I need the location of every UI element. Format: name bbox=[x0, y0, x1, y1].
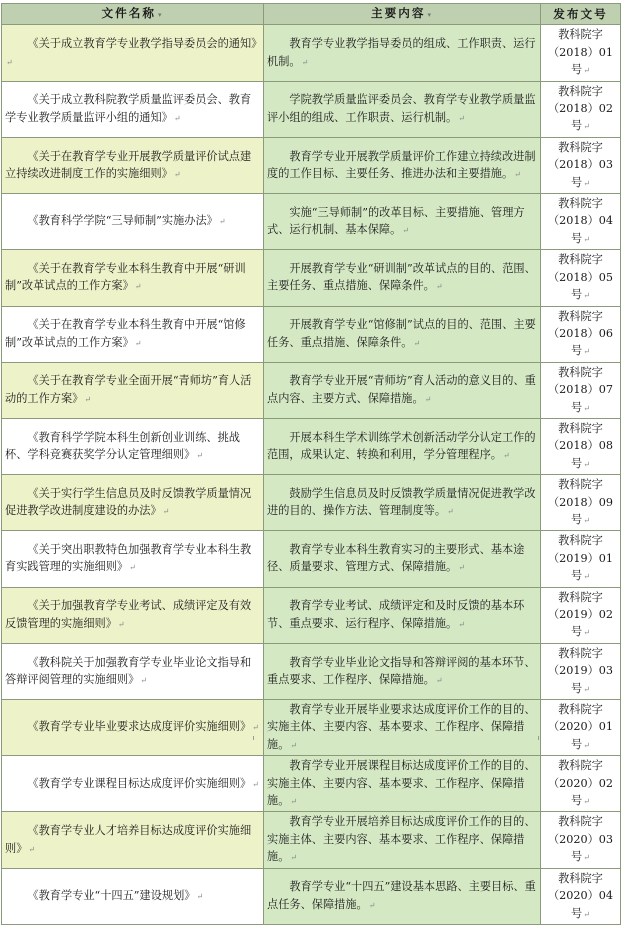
main-content-cell-text: 教育学专业考试、成绩评定和及时反馈的基本环节、重点要求、运行程序、保障措施。 bbox=[267, 599, 525, 630]
paragraph-mark-icon: ↵ bbox=[84, 394, 92, 404]
file-name-cell-text: 《关于实行学生信息员及时反馈教学质量情况促进教学改进制度建设的办法》 bbox=[5, 486, 252, 518]
file-name-cell bbox=[2, 25, 264, 81]
doc-number-cell bbox=[541, 643, 621, 699]
filter-icon: ▾ bbox=[157, 10, 164, 19]
table-row bbox=[2, 531, 621, 587]
paragraph-mark-icon: ↵ bbox=[162, 507, 170, 517]
main-content-cell-text: 鼓励学生信息员及时反馈教学质量情况促进教学改进的目的、操作方法、管理制度等。 bbox=[267, 486, 536, 518]
file-name-cell bbox=[2, 306, 264, 362]
file-name-cell-text: 《关于在教育学专业全面开展“青师坊”育人活动的工作方案》 bbox=[5, 374, 252, 405]
doc-number-cell bbox=[541, 362, 621, 418]
paragraph-mark-icon: ↵ bbox=[252, 723, 259, 733]
file-name-cell-text: 《教育学专业毕业要求达成度评价实施细则》 bbox=[27, 720, 252, 734]
doc-number-cell bbox=[541, 81, 621, 137]
doc-number-cell bbox=[541, 418, 621, 474]
document-table bbox=[1, 3, 621, 925]
paragraph-mark-icon: ↵ bbox=[290, 740, 298, 750]
paragraph-mark-icon: ↵ bbox=[290, 853, 298, 863]
paragraph-mark-icon: ↵ bbox=[583, 853, 590, 863]
main-content-cell-text: 教育学专业教学指导委员的组成、工作职责、运行机制。 bbox=[267, 37, 536, 68]
main-content-cell bbox=[264, 137, 541, 193]
file-name-cell-text: 《教育学专业“十四五”建设规划》 bbox=[27, 889, 196, 903]
main-content-cell bbox=[264, 418, 541, 474]
file-name-cell bbox=[2, 362, 264, 418]
paragraph-mark-icon: ↵ bbox=[290, 797, 298, 807]
doc-number-cell-text: 教科院字（2018）06号 bbox=[547, 309, 614, 358]
paragraph-mark-icon: ↵ bbox=[447, 507, 454, 517]
doc-number-cell-text: 教科院字（2018）09号 bbox=[547, 478, 614, 526]
file-name-cell-text: 《关于加强教育学专业考试、成绩评定及有效反馈管理的实施细则》 bbox=[5, 599, 252, 630]
paragraph-mark-icon: ↵ bbox=[252, 779, 259, 789]
page-bottom-edge bbox=[0, 736, 622, 740]
table-row bbox=[2, 475, 621, 531]
paragraph-mark-icon: ↵ bbox=[134, 282, 142, 292]
main-content-cell bbox=[264, 25, 541, 81]
file-name-cell-text: 《关于在教育学专业开展教学质量评价试点建立持续改进制度工作的实施细则》 bbox=[5, 149, 252, 180]
table-row bbox=[2, 418, 621, 474]
paragraph-mark-icon: ↵ bbox=[583, 122, 590, 132]
doc-number-cell-text: 教科院字（2018）02号 bbox=[547, 84, 614, 133]
doc-number-cell bbox=[541, 868, 621, 924]
main-content-cell bbox=[264, 362, 541, 418]
main-content-cell bbox=[264, 756, 541, 812]
doc-number-cell-text: 教科院字（2019）03号 bbox=[547, 646, 614, 695]
table-row bbox=[2, 868, 621, 924]
main-content-cell-text: 教育学专业开展培养目标达成度评价工作的目的、实施主体、主要内容、基本要求、工作程序、保障措施。 bbox=[267, 815, 536, 864]
paragraph-mark-icon: ↵ bbox=[583, 909, 590, 919]
paragraph-mark-icon: ↵ bbox=[583, 515, 590, 525]
file-name-cell bbox=[2, 643, 264, 699]
main-content-cell-text: 教育学专业开展课程目标达成度评价工作的目的、实施主体、主要内容、基本要求、工作程序、保障措施。 bbox=[267, 759, 536, 808]
main-content-cell-text: 开展本科生学术训练学术创新活动学分认定工作的范围，成果认定、转换和利用，学分管理程序。 bbox=[267, 430, 536, 462]
file-name-cell bbox=[2, 81, 264, 137]
paragraph-mark-icon: ↵ bbox=[583, 178, 590, 188]
paragraph-mark-icon: ↵ bbox=[196, 892, 204, 902]
main-content-cell bbox=[264, 587, 541, 643]
main-content-cell bbox=[264, 700, 541, 756]
doc-number-cell bbox=[541, 700, 621, 756]
doc-number-cell-text: 教科院字（2018）05号 bbox=[547, 253, 614, 302]
main-content-cell bbox=[264, 194, 541, 250]
paragraph-mark-icon: ↵ bbox=[173, 169, 181, 179]
paragraph-mark-icon: ↵ bbox=[583, 291, 590, 301]
main-content-cell-text: 教育学专业毕业论文指导和答辩评阅的基本环节、重点要求、工作程序、保障措施。 bbox=[267, 655, 536, 686]
main-content-cell-text: 学院教学质量监评委员会、教育学专业教学质量监评小组的组成、工作职责、运行机制。 bbox=[267, 93, 536, 124]
main-content-cell bbox=[264, 250, 541, 306]
paragraph-mark-icon: ↵ bbox=[583, 797, 590, 807]
column-marker bbox=[538, 736, 539, 740]
doc-number-cell bbox=[541, 194, 621, 250]
file-name-cell bbox=[2, 194, 264, 250]
table-row bbox=[2, 756, 621, 812]
paragraph-mark-icon: ↵ bbox=[502, 451, 510, 461]
file-name-cell-text: 《关于成立教科院教学质量监评委员会、教育学专业教学质量监评小组的通知》 bbox=[5, 93, 252, 124]
file-name-cell-text: 《教科院关于加强教育学专业毕业论文指导和答辩评阅管理的实施细则》 bbox=[5, 655, 252, 686]
file-name-cell bbox=[2, 250, 264, 306]
paragraph-mark-icon: ↵ bbox=[435, 282, 443, 292]
main-content-cell bbox=[264, 475, 541, 531]
doc-number-cell bbox=[541, 25, 621, 81]
doc-number-cell bbox=[541, 250, 621, 306]
header-main-content bbox=[264, 4, 541, 25]
file-name-cell bbox=[2, 868, 264, 924]
main-content-cell-text: 开展教育学专业“研训制”改革试点的目的、范围、主要任务、重点措施、保障条件。 bbox=[267, 261, 536, 293]
file-name-cell bbox=[2, 756, 264, 812]
file-name-cell-text: 《教育学专业课程目标达成度评价实施细则》 bbox=[27, 776, 252, 790]
paragraph-mark-icon: ↵ bbox=[435, 675, 443, 685]
paragraph-mark-icon: ↵ bbox=[583, 740, 590, 750]
table-row bbox=[2, 194, 621, 250]
doc-number-cell bbox=[541, 137, 621, 193]
table-row bbox=[2, 362, 621, 418]
table-row bbox=[2, 700, 621, 756]
table-row bbox=[2, 137, 621, 193]
doc-number-cell-text: 教科院字（2019）01号 bbox=[547, 534, 614, 583]
file-name-cell-text: 《教育科学学院本科生创新创业训练、挑战杯、学科竞赛获奖学分认定管理细则》 bbox=[5, 430, 240, 462]
table-row bbox=[2, 306, 621, 362]
doc-number-cell-text: 教科院字（2020）03号 bbox=[547, 815, 614, 864]
doc-number-cell bbox=[541, 306, 621, 362]
paragraph-mark-icon: ↵ bbox=[583, 66, 590, 76]
file-name-cell-text: 《教育学专业人才培养目标达成度评价实施细则》 bbox=[5, 824, 252, 855]
header-doc-number bbox=[541, 4, 621, 25]
header-main-content-label: 主要内容 bbox=[371, 6, 426, 20]
file-name-cell-text: 《教育科学学院“三导师制”实施办法》 bbox=[27, 214, 218, 228]
file-name-cell bbox=[2, 531, 264, 587]
doc-number-cell bbox=[541, 475, 621, 531]
paragraph-mark-icon: ↵ bbox=[458, 563, 465, 573]
main-content-cell-text: 教育学专业开展“青师坊”育人活动的意义目的、重点内容、主要方式、保障措施。 bbox=[267, 374, 536, 405]
file-name-cell-text: 《关于在教育学专业本科生教育中开展“研训制”改革试点的工作方案》 bbox=[5, 261, 246, 293]
paragraph-mark-icon: ↵ bbox=[424, 394, 432, 404]
paragraph-mark-icon: ↵ bbox=[583, 234, 590, 244]
file-name-cell-text: 《关于突出职教特色加强教育学专业本科生教育实践管理的实施细则》 bbox=[5, 543, 252, 574]
doc-number-cell bbox=[541, 587, 621, 643]
main-content-cell bbox=[264, 812, 541, 868]
file-name-cell bbox=[2, 418, 264, 474]
main-content-cell-text: 教育学专业开展教学质量评价工作建立持续改进制度的工作目标、主要任务、推进办法和主要措施。 bbox=[267, 149, 536, 180]
header-file-name bbox=[2, 4, 264, 25]
paragraph-mark-icon: ↵ bbox=[196, 451, 203, 461]
paragraph-mark-icon: ↵ bbox=[140, 675, 147, 685]
table-row bbox=[2, 812, 621, 868]
main-content-cell bbox=[264, 306, 541, 362]
main-content-cell-text: 教育学专业“十四五”建设基本思路、主要目标、重点任务、保障措施。 bbox=[267, 880, 536, 911]
file-name-cell-text: 《关于在教育学专业本科生教育中开展“馆修制”改革试点的工作方案》 bbox=[5, 318, 246, 349]
paragraph-mark-icon: ↵ bbox=[458, 113, 465, 123]
paragraph-mark-icon: ↵ bbox=[301, 57, 309, 67]
doc-number-cell bbox=[541, 756, 621, 812]
doc-number-cell bbox=[541, 812, 621, 868]
doc-number-cell-text: 教科院字（2020）01号 bbox=[547, 703, 614, 751]
doc-number-cell-text: 教科院字（2018）03号 bbox=[547, 140, 614, 189]
file-name-cell bbox=[2, 137, 264, 193]
doc-number-cell-text: 教科院字（2018）08号 bbox=[547, 421, 614, 470]
doc-number-cell-text: 教科院字（2018）04号 bbox=[547, 197, 614, 245]
table-row bbox=[2, 587, 621, 643]
paragraph-mark-icon: ↵ bbox=[583, 572, 590, 582]
paragraph-mark-icon: ↵ bbox=[583, 347, 590, 357]
doc-number-cell-text: 教科院字（2020）04号 bbox=[547, 871, 614, 920]
paragraph-mark-icon: ↵ bbox=[458, 619, 465, 629]
table-row bbox=[2, 643, 621, 699]
table-row bbox=[2, 81, 621, 137]
paragraph-mark-icon: ↵ bbox=[514, 169, 521, 179]
doc-number-cell bbox=[541, 531, 621, 587]
main-content-cell bbox=[264, 643, 541, 699]
table-row bbox=[2, 25, 621, 81]
main-content-cell-text: 开展教育学专业“馆修制”试点的目的、范围、主要任务、重点措施、保障条件。 bbox=[267, 318, 536, 349]
file-name-cell bbox=[2, 812, 264, 868]
paragraph-mark-icon: ↵ bbox=[129, 563, 136, 573]
paragraph-mark-icon: ↵ bbox=[583, 684, 590, 694]
paragraph-mark-icon: ↵ bbox=[28, 844, 36, 854]
main-content-cell bbox=[264, 868, 541, 924]
header-row bbox=[2, 4, 621, 25]
main-content-cell-text: 实施“三导师制”的改革目标、主要措施、管理方式、运行机制、基本保障。 bbox=[267, 205, 525, 237]
paragraph-mark-icon: ↵ bbox=[413, 338, 421, 348]
header-doc-number-label: 发布文号 bbox=[553, 6, 608, 21]
paragraph-mark-icon: ↵ bbox=[402, 226, 409, 236]
main-content-cell-text: 教育学专业开展毕业要求达成度评价工作的目的、实施主体、主要内容、基本要求、工作程序、保障措施。 bbox=[267, 703, 536, 751]
paragraph-mark-icon: ↵ bbox=[368, 900, 376, 910]
paragraph-mark-icon: ↵ bbox=[173, 113, 181, 123]
main-content-cell bbox=[264, 531, 541, 587]
paragraph-mark-icon: ↵ bbox=[134, 338, 142, 348]
doc-number-cell-text: 教科院字（2019）02号 bbox=[547, 590, 614, 639]
paragraph-mark-icon: ↵ bbox=[583, 459, 590, 469]
file-name-cell bbox=[2, 475, 264, 531]
file-name-cell bbox=[2, 700, 264, 756]
doc-number-cell-text: 教科院字（2018）07号 bbox=[547, 365, 614, 414]
doc-number-cell-text: 教科院字（2018）01号 bbox=[547, 28, 614, 77]
column-marker bbox=[253, 736, 254, 740]
file-name-cell bbox=[2, 587, 264, 643]
doc-number-cell-text: 教科院字（2020）02号 bbox=[547, 759, 614, 808]
paragraph-mark-icon: ↵ bbox=[117, 619, 125, 629]
main-content-cell bbox=[264, 81, 541, 137]
file-name-cell-text: 《关于成立教育学专业教学指导委员会的通知》 bbox=[27, 37, 263, 51]
paragraph-mark-icon: ↵ bbox=[583, 628, 590, 638]
paragraph-mark-icon: ↵ bbox=[583, 403, 590, 413]
main-content-cell-text: 教育学专业本科生教育实习的主要形式、基本途径、质量要求、管理方式、保障措施。 bbox=[267, 543, 525, 574]
paragraph-mark-icon: ↵ bbox=[218, 217, 226, 227]
header-file-name-label: 文件名称 bbox=[101, 6, 156, 20]
paragraph-mark-icon: ↵ bbox=[6, 57, 13, 67]
table-row bbox=[2, 250, 621, 306]
filter-icon: ▾ bbox=[427, 10, 433, 19]
